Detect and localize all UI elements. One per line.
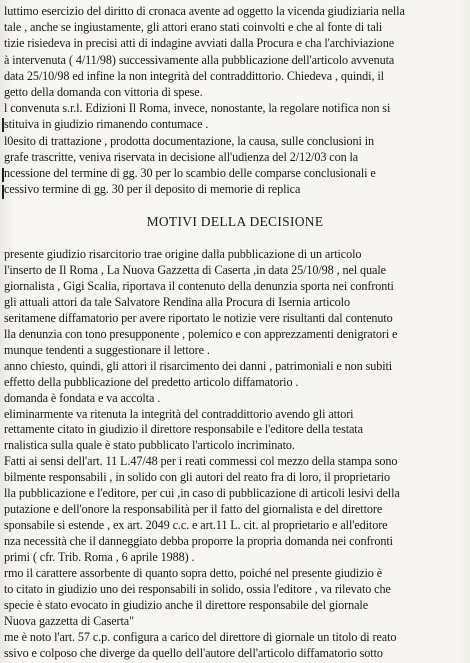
text-line: munque tendenti a suggestionare il lettore . xyxy=(4,342,210,357)
text-line: ncessione del termine di gg. 30 per lo scambio delle comparse conclusionali e xyxy=(4,166,376,180)
text-line: primi ( cfr. Trib. Roma , 6 aprile 1988) . xyxy=(4,550,195,565)
text-line: domanda è fondata e va accolta . xyxy=(4,390,161,405)
text-line: to citato in giudizio uno dei responsabili in solido, ossia l'editore , va rilevato che xyxy=(4,581,391,596)
text-line: gli attuali attori da tale Salvatore Rendina alla Procura di Isernia articolo xyxy=(4,294,350,309)
text-line: putazione e dell'onore la responsabilità per il fatto del giornalista e del direttore xyxy=(4,502,383,517)
text-line: Nuova gazzetta di Caserta" xyxy=(4,613,134,628)
text-line: seritamene diffamatorio per avere riportato le notizie vere risultanti dal contenuto xyxy=(4,310,393,325)
text-line: l0esito di trattazione , prodotta documentazione, la causa, sulle conclusioni in xyxy=(4,133,375,148)
section-heading: MOTIVI DELLA DECISIONE xyxy=(146,214,324,229)
text-line: à intervenuta ( 4/11/98) successivamente alla pubblicazione dell'articolo avvenuta xyxy=(4,52,395,67)
text-line: lla denunzia con tono presupponente , polemico e con apprezzamenti denigratori e xyxy=(4,326,398,341)
text-line: presente giudizio risarcitorio trae origine dalla pubblicazione di un articolo xyxy=(4,247,362,261)
text-line: getto della domanda con vittoria di spese. xyxy=(4,85,203,99)
text-line: l convenuta s.r.l. Edizioni Il Roma, invece, nonostante, la regolare notifica non si xyxy=(4,101,391,116)
text-line: grafe trascritte, veniva riservata in decisione all'udienza del 2/12/03 con la xyxy=(4,149,359,164)
text-line: rettamente citato in giudizio il direttore responsabile e l'editore della testata xyxy=(4,422,363,437)
text-line: l'inserto de Il Roma , La Nuova Gazzetta di Caserta ,in data 25/10/98 , nel quale xyxy=(4,262,386,277)
text-line: Fatti ai sensi dell'art. 11 L.47/48 per i reati commessi col mezzo della stampa sono xyxy=(4,454,398,469)
text-line: nza necessità che il danneggiato debba proporre la propria domanda nei confronti xyxy=(4,534,393,549)
text-line: luttimo esercizio del diritto di cronaca avente ad oggetto la vicenda giudiziaria nella xyxy=(4,4,405,18)
text-line: rnalistica sulla quale è stato pubblicato l'articolo incriminato. xyxy=(4,438,295,453)
text-line: rmo il carattere assorbente di quanto sopra detto, poiché nel presente giudizio è xyxy=(4,566,383,580)
text-line: ssivo e colposo che diverge da quello dell'autore dell'articolo diffamatorio sotto xyxy=(4,645,383,660)
text-line: giornalista , Gigi Scalia, riportava il contenuto della denunzia sporta nei confronti xyxy=(4,278,394,293)
text-line: effetto della pubblicazione del predetto articolo diffamatorio . xyxy=(4,374,299,389)
text-line: tizie risiedeva in precisi atti di indagine avviati dalla Procura e cha l'archiviazione xyxy=(4,36,395,51)
text-line: anno chiesto, quindi, gli attori il risarcimento dei danni , patrimoniali e non subiti xyxy=(4,358,393,373)
text-line: sponsabile si estende , ex art. 2049 c.c. e art.11 L. cit. al proprietario e all'editore xyxy=(4,518,388,533)
text-line: eliminarmente va ritenuta la integrità del contraddittorio avendo gli attori xyxy=(4,406,354,421)
text-line: data 25/10/98 ed infine la non integrità del contraddittorio. Chiedeva , quindi, il xyxy=(4,68,384,83)
text-line: bilmente responsabili , in solido con gli autori del reato fra di loro, il proprietario xyxy=(4,470,390,485)
text-line: stituiva in giudizio rimanendo contumace . xyxy=(4,117,209,132)
text-line: tale , anche se ingiustamente, gli attori erano stati coinvolti e che al fonte di tali xyxy=(4,20,383,35)
text-line: me è noto l'art. 57 c.p. configura a carico del direttore di giornale un titolo di reato xyxy=(4,629,397,644)
text-line: lla pubblicazione e l'editore, per cui ,in caso di pubblicazione di articoli lesivi della xyxy=(4,486,400,501)
text-line: specie è stato evocato in giudizio anche il direttore responsabile del giornale xyxy=(4,597,369,612)
text-line: cessivo termine di gg. 30 per il deposito di memorie di replica xyxy=(4,182,301,197)
